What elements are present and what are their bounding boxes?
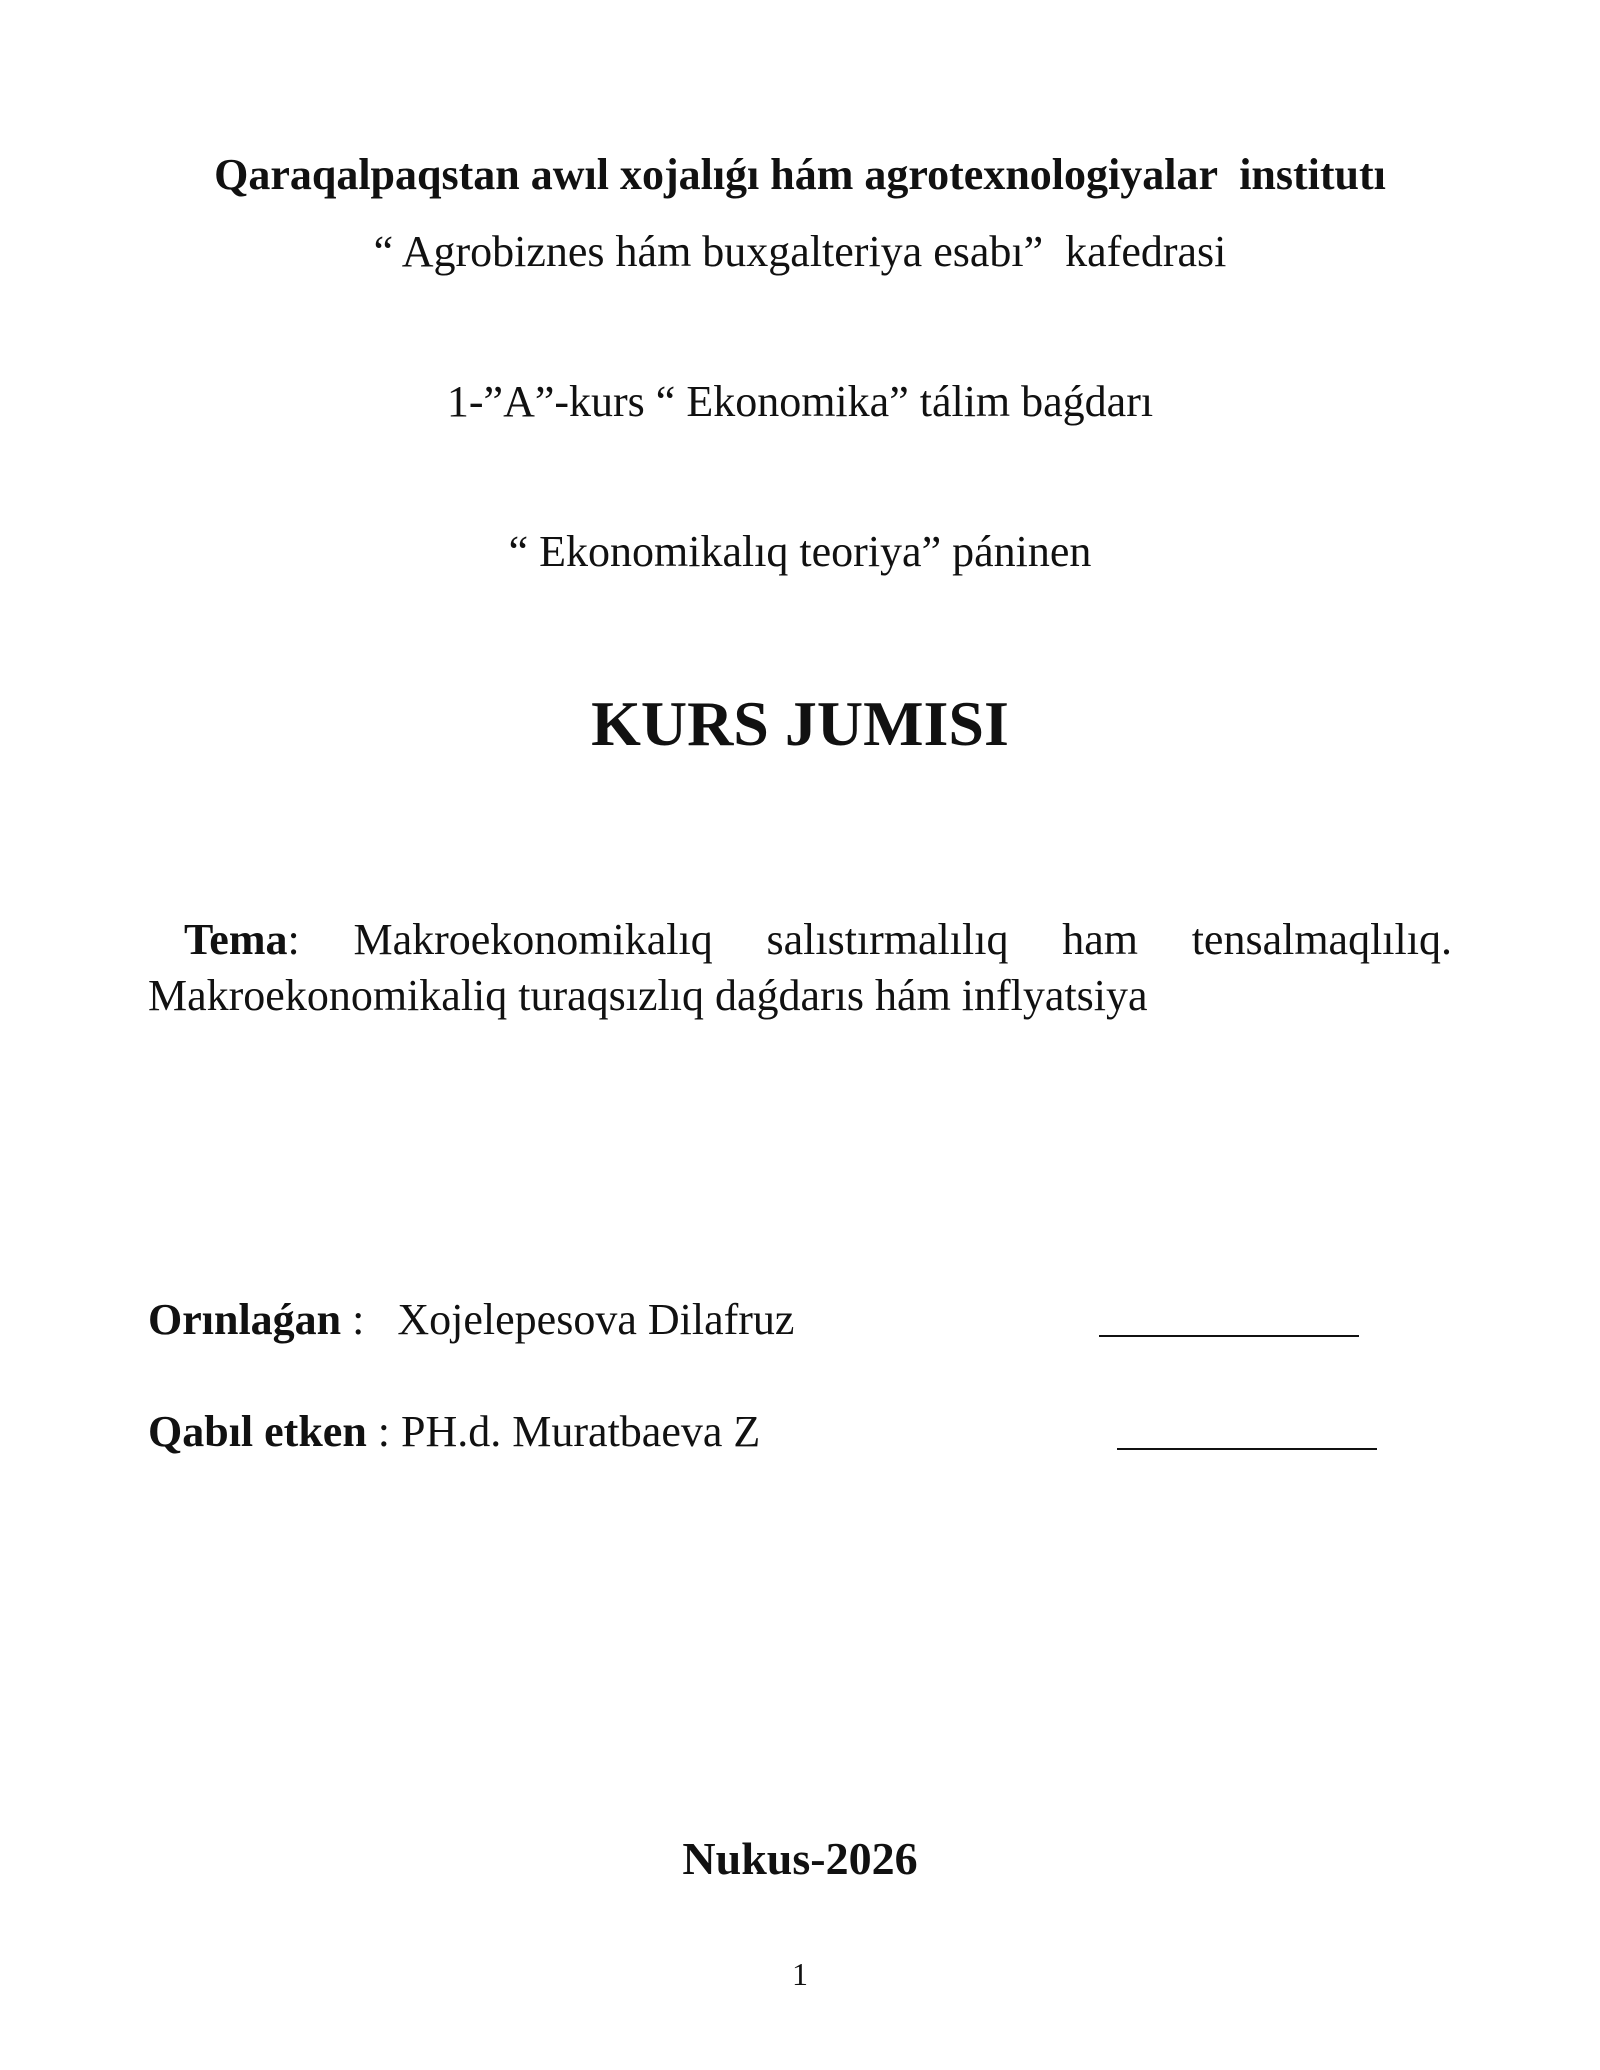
supervisor-label: Qabıl etken	[148, 1407, 367, 1456]
author-separator: :	[341, 1295, 398, 1344]
supervisor-signature-line	[1117, 1448, 1377, 1450]
theme-word: Makroekonomikalıq	[353, 915, 713, 964]
supervisor-name: PH.d. Muratbaeva Z	[401, 1407, 761, 1456]
theme-label-group	[184, 912, 300, 968]
department-name: “ Agrobiznes hám buxgalteriya esabı” kafedrasi	[373, 227, 1227, 276]
institute-name: Qaraqalpaqstan awıl xojalıǵı hám agrotexnologiyalar institutı	[214, 150, 1386, 199]
author-label: Orınlaǵan	[148, 1295, 342, 1344]
city-year: Nukus-2026	[682, 1833, 918, 1884]
supervisor-row	[148, 1407, 761, 1456]
theme-word: salıstırmalılıq	[766, 915, 1009, 964]
theme-line-1	[148, 912, 1452, 968]
author-signature-line	[1099, 1335, 1359, 1337]
theme-label: Tema	[184, 915, 288, 964]
theme-colon: :	[287, 915, 300, 964]
theme-block	[148, 912, 1452, 1024]
author-row	[148, 1295, 795, 1344]
course-info: 1-”A”-kurs “ Ekonomika” tálim baǵdarı	[446, 377, 1154, 426]
author-name: Xojelepesova Dilafruz	[397, 1295, 795, 1344]
page-number: 1	[792, 1956, 808, 1992]
document-title: KURS JUMISI	[591, 688, 1009, 759]
subject-name: “ Ekonomikalıq teoriya” páninen	[508, 527, 1092, 576]
theme-word: ham	[1062, 915, 1138, 964]
theme-line-2: Makroekonomikaliq turaqsızlıq daǵdarıs hám inflyatsiya	[148, 971, 1148, 1020]
theme-word: tensalmaqlılıq.	[1191, 915, 1452, 964]
supervisor-separator: :	[366, 1407, 402, 1456]
